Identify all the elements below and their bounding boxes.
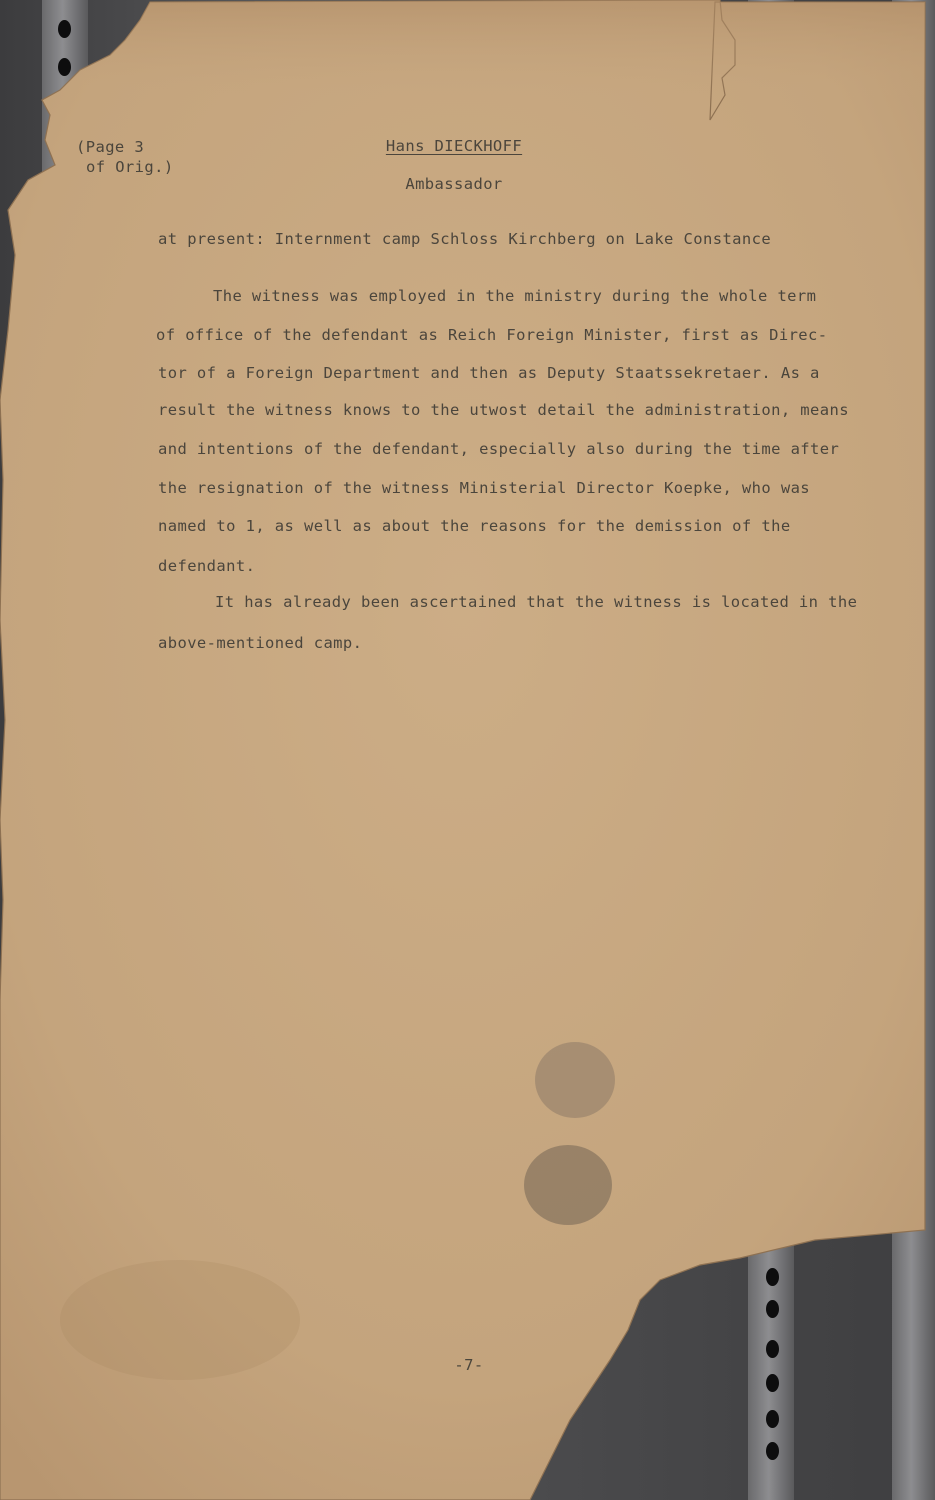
witness-location: at present: Internment camp Schloss Kirchberg on Lake Constance (158, 230, 772, 248)
paragraph1-line5: and intentions of the defendant, especially also during the time after (158, 440, 840, 458)
page-note-line2: of Orig.) (86, 158, 174, 176)
stain (60, 1260, 300, 1380)
paragraph2-line2: above-mentioned camp. (158, 634, 363, 652)
page-number: -7- (454, 1356, 484, 1374)
witness-title: Ambassador (405, 175, 503, 193)
paragraph1-line7: named to 1, as well as about the reasons for the demission of the (158, 517, 791, 535)
paragraph2-line1: It has already been ascertained that the witness is located in the (215, 593, 858, 611)
paragraph1-line2: of office of the defendant as Reich Foreign Minister, first as Direc- (156, 326, 828, 344)
paragraph1-line4: result the witness knows to the utwost detail the administration, means (158, 401, 849, 419)
smudge-lower (524, 1145, 612, 1225)
paragraph1-line8: defendant. (158, 557, 256, 575)
smudge-upper (535, 1042, 615, 1118)
page-note-line1: (Page 3 (76, 138, 145, 156)
paragraph1-line6: the resignation of the witness Ministerial Director Koepke, who was (158, 479, 811, 497)
paragraph1-line1: The witness was employed in the ministry during the whole term (213, 287, 817, 305)
witness-name: Hans DIECKHOFF (385, 137, 523, 155)
paragraph1-line3: tor of a Foreign Department and then as Deputy Staatssekretaer. As a (158, 364, 820, 382)
